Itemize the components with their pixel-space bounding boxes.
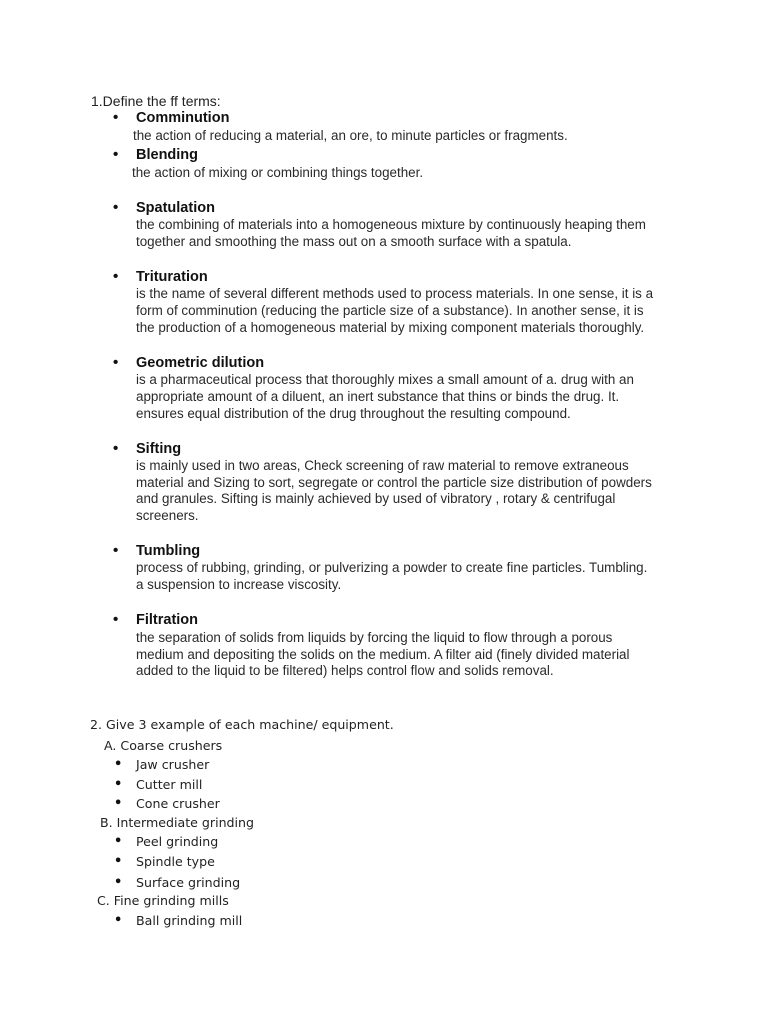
term-definition-line: ensures equal distribution of the drug throughout the resulting compound. (136, 406, 571, 421)
term-definition-line: appropriate amount of a diluent, an inert substance that thins or binds the drug. It. (136, 389, 620, 404)
term-definition-line: the action of mixing or combining things together. (132, 165, 424, 180)
equipment-item: Spindle type (136, 854, 215, 869)
equipment-item: Cutter mill (136, 777, 203, 792)
bullet-icon: • (113, 146, 119, 163)
equipment-item: Jaw crusher (136, 757, 210, 772)
term-definition-line: the separation of solids from liquids by forcing the liquid to flow through a porous (136, 630, 613, 645)
equipment-item: Cone crusher (136, 796, 220, 811)
bullet-icon: • (113, 199, 119, 216)
term-definition-line: the production of a homogeneous material by mixing component materials thoroughly. (136, 320, 645, 335)
bullet-icon: • (114, 875, 123, 890)
term-title: Sifting (136, 441, 182, 457)
term-title: Blending (136, 147, 199, 163)
group-label: B. Intermediate grinding (100, 815, 255, 830)
bullet-icon: • (113, 268, 119, 285)
bullet-icon: • (114, 757, 123, 772)
group-label: A. Coarse crushers (104, 738, 223, 753)
term-definition-line: screeners. (136, 508, 199, 523)
equipment-item: Peel grinding (136, 834, 219, 849)
bullet-icon: • (113, 440, 119, 457)
term-definition-line: together and smoothing the mass out on a smooth surface with a spatula. (136, 234, 572, 249)
bullet-icon: • (113, 354, 119, 371)
term-title: Trituration (136, 269, 208, 285)
term-title: Tumbling (136, 543, 201, 559)
term-definition-line: process of rubbing, grinding, or pulverizing a powder to create fine particles. Tumbling. (136, 560, 648, 575)
term-title: Comminution (136, 110, 230, 126)
term-definition-line: is mainly used in two areas, Check screening of raw material to remove extraneous (136, 458, 629, 473)
term-definition-line: a suspension to increase viscosity. (136, 577, 342, 592)
term-definition-line: medium and depositing the solids on the medium. A filter aid (finely divided material (136, 647, 630, 662)
term-title: Geometric dilution (136, 355, 265, 371)
equipment-item: Ball grinding mill (136, 913, 243, 928)
equipment-item: Surface grinding (136, 875, 241, 890)
term-definition-line: and granules. Sifting is mainly achieved by used of vibratory , rotary & centrifugal (136, 491, 616, 506)
term-definition-line: added to the liquid to be filtered) helps control flow and solids removal. (136, 663, 554, 678)
bullet-icon: • (114, 777, 123, 792)
term-definition-line: form of comminution (reducing the particle size of a substance). In another sense, it is (136, 303, 644, 318)
bullet-icon: • (114, 854, 123, 869)
term-definition-line: the action of reducing a material, an ore, to minute particles or fragments. (133, 128, 568, 143)
question-2-heading: 2. Give 3 example of each machine/ equipment. (90, 717, 394, 732)
group-label: C. Fine grinding mills (97, 893, 229, 908)
bullet-icon: • (113, 542, 119, 559)
term-title: Filtration (136, 612, 199, 628)
bullet-icon: • (114, 834, 123, 849)
bullet-icon: • (114, 913, 123, 928)
bullet-icon: • (114, 796, 123, 811)
term-definition-line: is a pharmaceutical process that thoroughly mixes a small amount of a. drug with an (136, 372, 634, 387)
term-definition-line: material and Sizing to sort, segregate or control the particle size distribution of powders (136, 475, 652, 490)
bullet-icon: • (113, 611, 119, 628)
term-title: Spatulation (136, 200, 215, 216)
term-definition-line: is the name of several different methods used to process materials. In one sense, it is a (136, 286, 654, 301)
bullet-icon: • (113, 109, 119, 126)
question-1-heading: 1.Define the ff terms: (91, 93, 221, 109)
term-definition-line: the combining of materials into a homogeneous mixture by continuously heaping them (136, 217, 646, 232)
